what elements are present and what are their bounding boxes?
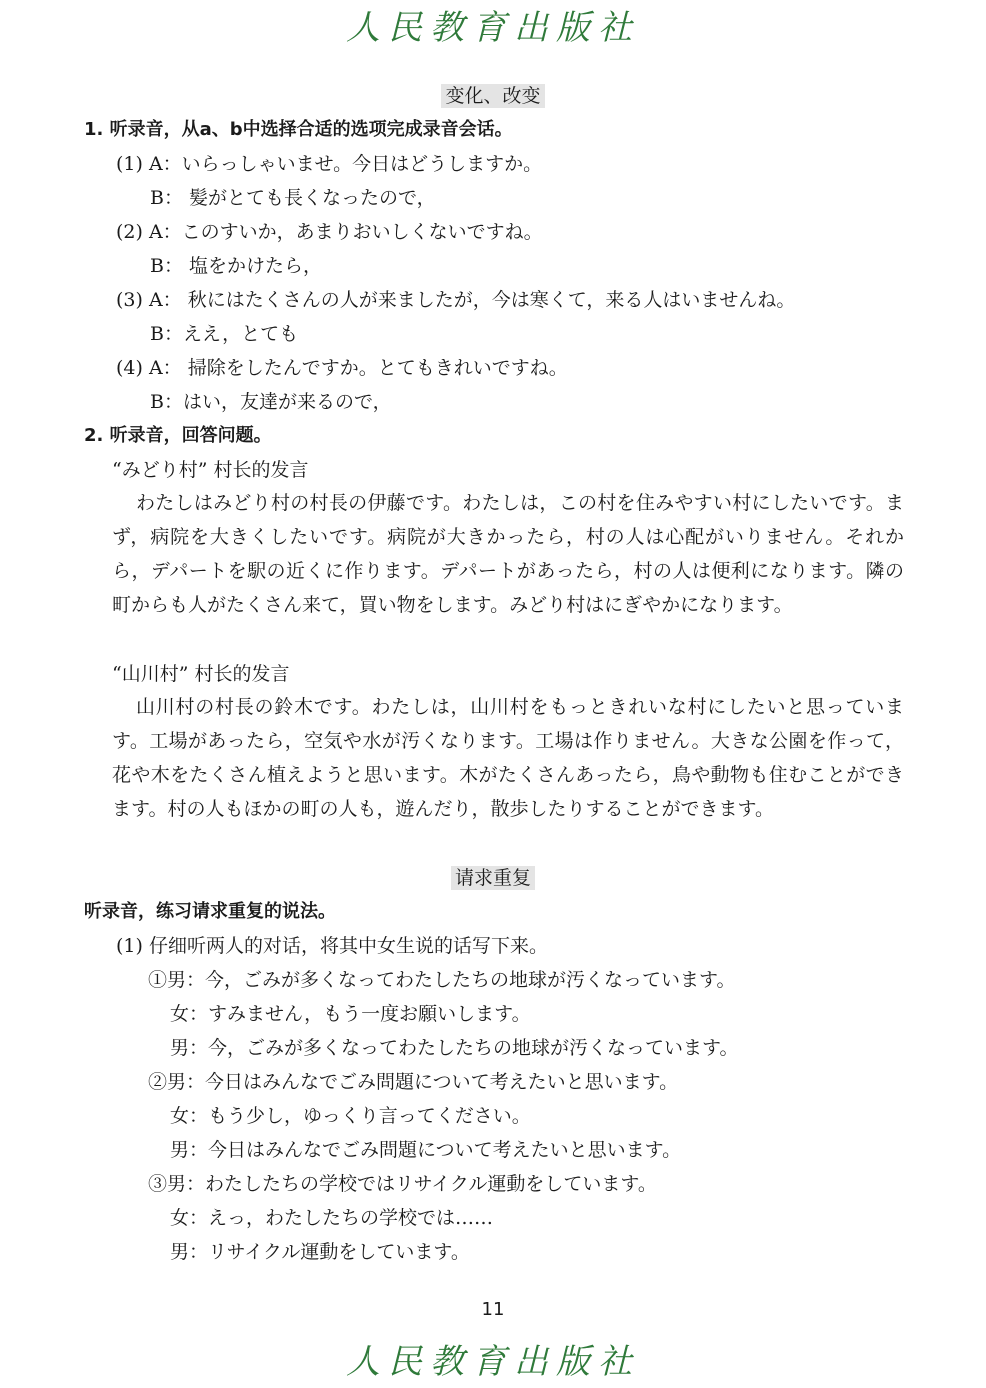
- q1-line: B：ええ，とても: [150, 323, 299, 345]
- dialogue-line: 女：すみません，もう一度お願いします。: [170, 1003, 531, 1025]
- section-title-repeat-request: 请求重复: [0, 864, 986, 892]
- question-2-heading: 2. 听录音，回答问题。: [84, 425, 272, 446]
- q1-line: B： 塩をかけたら，: [150, 255, 323, 277]
- dialogue-line: ②男：今日はみんなでごみ問題について考えたいと思います。: [148, 1071, 679, 1093]
- q1-line: (3) A： 秋にはたくさんの人が来ましたが，今は寒くて，来る人はいませんね。: [116, 289, 796, 311]
- publisher-logo-bottom: 人民教育出版社: [346, 1342, 640, 1382]
- dialogue-line: ③男：わたしたちの学校ではリサイクル運動をしています。: [148, 1173, 657, 1195]
- section-title-change: 变化、改变: [0, 82, 986, 110]
- q1-line: B： 髪がとても長くなったので，: [150, 187, 436, 209]
- dialogue-line: 男：今，ごみが多くなってわたしたちの地球が汚くなっています。: [170, 1037, 739, 1059]
- dialogue-line: 男：今日はみんなでごみ問題について考えたいと思います。: [170, 1139, 682, 1161]
- repeat-exercise-intro: (1) 仔细听两人的对话，将其中女生说的话写下来。: [116, 935, 548, 957]
- dialogue-line: 男：リサイクル運動をしています。: [170, 1241, 470, 1263]
- midori-village-speech: わたしはみどり村の村長の伊藤です。わたしは，この村を住みやすい村にしたいです。まず，病院を大きくしたいです。病院が大きかったら，村の人は心配がいりません。それから，デパートを駅の近くに作ります。デパートがあったら，村の人は便利になります。隣の町からも人がたくさん来て，買い物をします。みどり村はにぎやかになります。: [112, 492, 904, 616]
- yamakawa-village-subtitle: “山川村” 村长的发言: [112, 663, 290, 685]
- q1-line: (2) A：このすいか，あまりおいしくないですね。: [116, 221, 543, 243]
- dialogue-line: ①男：今，ごみが多くなってわたしたちの地球が汚くなっています。: [148, 969, 736, 991]
- dialogue-line: 女：もう少し，ゆっくり言ってください。: [170, 1105, 531, 1127]
- q1-line: (4) A： 掃除をしたんですか。とてもきれいですね。: [116, 357, 568, 379]
- repeat-exercise-heading: 听录音，练习请求重复的说法。: [84, 901, 336, 922]
- publisher-logo-top: 人民教育出版社: [346, 8, 640, 48]
- dialogue-line: 女：えっ，わたしたちの学校では……: [170, 1207, 494, 1229]
- q1-line: B：はい，友達が来るので，: [150, 391, 392, 413]
- midori-village-subtitle: “みどり村” 村长的发言: [112, 459, 309, 481]
- q1-line: (1) A：いらっしゃいませ。今日はどうしますか。: [116, 153, 543, 175]
- page-number: 11: [481, 1299, 505, 1320]
- question-1-heading: 1. 听录音，从a、b中选择合适的选项完成录音会话。: [84, 119, 513, 140]
- yamakawa-village-speech: 山川村の村長の鈴木です。わたしは，山川村をもっときれいな村にしたいと思っています。工場があったら，空気や水が汚くなります。工場は作りません。大きな公園を作って，花や木をたくさん植えようと思います。木がたくさんあったら，鳥や動物も住むことができます。村の人もほかの町の人も，遊んだり，散歩したりすることができます。: [112, 696, 904, 820]
